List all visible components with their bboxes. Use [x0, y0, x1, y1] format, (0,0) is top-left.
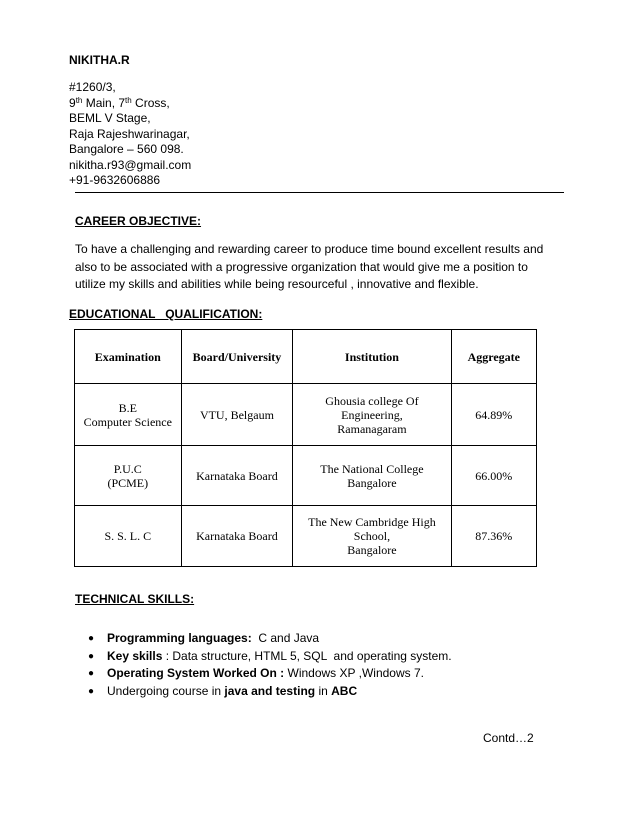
- table-header-row: [75, 330, 537, 384]
- address-cross-suffix: th: [125, 95, 132, 105]
- institution-line: The National College: [320, 461, 424, 476]
- address-line-3: BEML V Stage,: [69, 111, 151, 125]
- aggregate-cell: 87.36%: [451, 506, 536, 567]
- institution-line: Bangalore: [347, 475, 397, 490]
- address-main-suffix: th: [75, 95, 83, 105]
- column-header: Aggregate: [451, 330, 536, 384]
- column-header: Board/University: [181, 330, 293, 384]
- header-divider: [75, 192, 564, 193]
- institution-cell: [293, 506, 451, 567]
- exam-cell: [75, 446, 182, 506]
- continued-marker: Contd…2: [483, 731, 534, 745]
- list-item: [82, 665, 452, 683]
- skill-value: : Data structure, HTML 5, SQL and operating system.: [162, 648, 452, 663]
- technical-skills-heading: TECHNICAL SKILLS:: [75, 592, 195, 606]
- address-line-5: Bangalore – 560 098.: [69, 142, 184, 156]
- list-item: [82, 683, 452, 701]
- skill-value: C and Java: [251, 631, 320, 645]
- exam-name: B.E: [118, 400, 137, 415]
- exam-cell: [75, 384, 182, 446]
- career-objective-heading: CAREER OBJECTIVE:: [75, 214, 202, 228]
- career-objective-text: To have a challenging and rewarding career to produce time bound excellent results and also to be associated with a progressive organization that would give me a position to utilize my skills and abilities while being resourceful , innovative and flexible.: [75, 242, 544, 291]
- column-header: Institution: [293, 330, 451, 384]
- exam-detail: Computer Science: [83, 414, 172, 429]
- institution-line: Ghousia college Of: [325, 393, 419, 408]
- phone-number: +91-9632606886: [69, 173, 161, 187]
- bullet-icon: ●: [88, 668, 95, 679]
- column-header: Examination: [75, 330, 182, 384]
- aggregate-cell: 64.89%: [451, 384, 536, 446]
- list-item: [82, 630, 452, 648]
- institution-line: Bangalore: [347, 543, 397, 557]
- bullet-icon: ●: [88, 650, 95, 662]
- skills-list: [82, 630, 452, 700]
- exam-detail: (PCME): [107, 475, 149, 490]
- address-main-text: Main, 7: [82, 95, 126, 110]
- skill-emphasis: ABC: [331, 683, 358, 698]
- institution-line: Ramanagaram: [337, 421, 407, 436]
- board-cell: Karnataka Board: [181, 446, 293, 506]
- address-line-4: Raja Rajeshwarinagar,: [69, 126, 190, 141]
- board-cell: Karnataka Board: [181, 506, 293, 567]
- skill-value: Windows XP ,Windows 7.: [284, 666, 424, 680]
- exam-cell: S. S. L. C: [75, 506, 182, 567]
- skill-label: Key skills: [107, 648, 163, 663]
- table-row: [75, 446, 537, 506]
- education-heading: EDUCATIONAL QUALIFICATION:: [69, 307, 263, 321]
- skill-emphasis: java and testing: [224, 683, 316, 698]
- institution-cell: [293, 446, 451, 506]
- skill-label: Programming languages:: [107, 631, 252, 645]
- education-table: [74, 329, 537, 567]
- institution-cell: [293, 384, 451, 446]
- bullet-icon: ●: [88, 685, 95, 697]
- list-item: [82, 648, 452, 666]
- email-address[interactable]: nikitha.r93@gmail.com: [69, 157, 192, 172]
- aggregate-cell: 66.00%: [451, 446, 536, 506]
- address-line-1: #1260/3,: [69, 80, 116, 94]
- table-row: [75, 384, 537, 446]
- skill-label: Operating System Worked On :: [107, 666, 285, 680]
- skill-text: in: [315, 683, 332, 698]
- table-row: [75, 506, 537, 567]
- institution-line: Engineering,: [341, 407, 403, 422]
- institution-line: School,: [353, 529, 391, 543]
- skill-text: Undergoing course in: [107, 683, 225, 698]
- candidate-name: NIKITHA.R: [69, 53, 130, 67]
- address-main-number: 9: [69, 95, 76, 110]
- address-line-2: [69, 96, 191, 112]
- bullet-icon: ●: [88, 633, 95, 644]
- board-cell: VTU, Belgaum: [181, 384, 293, 446]
- institution-line: The New Cambridge High: [308, 515, 436, 529]
- address-cross-text: Cross,: [131, 95, 170, 110]
- contact-block: [69, 80, 191, 189]
- exam-name: P.U.C: [113, 461, 142, 476]
